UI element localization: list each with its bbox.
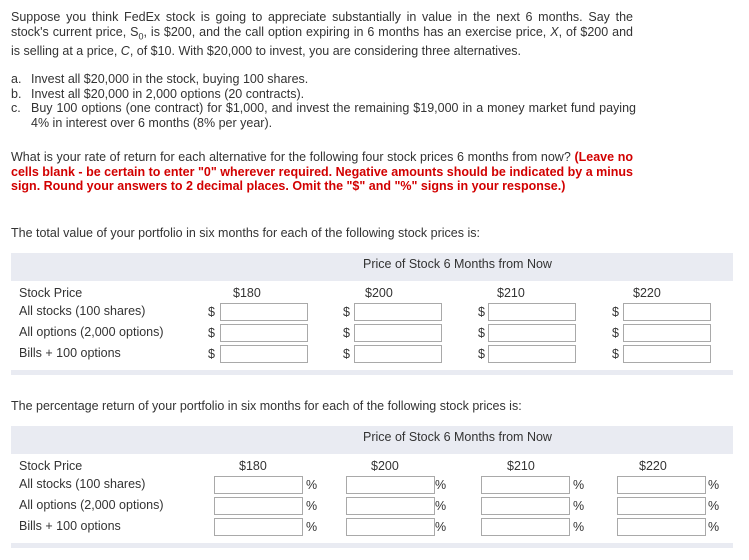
percent-sign: % — [306, 499, 318, 513]
percent-input-row-all-options-col4[interactable] — [617, 497, 706, 515]
table1-caption: The total value of your portfolio in six months for each of the following stock prices is: — [11, 226, 480, 240]
row-all-options-label: All options (2,000 options) — [19, 325, 164, 339]
question-text: What is your rate of return for each alternative for the following four stock prices 6 months from now? (Leave no cells blank - be certain to enter "0" wherever required. Negative amounts should be indicated by a minus sign. Round your answers to 2 decimal places. Omit the "$" and "%" signs in your response.) — [11, 150, 633, 193]
dollar-sign: $ — [478, 326, 485, 340]
dollar-sign: $ — [208, 326, 215, 340]
percent-input-row-all-stocks-col3[interactable] — [481, 476, 570, 494]
price-column-header: $210 — [507, 459, 535, 473]
dollar-sign: $ — [343, 326, 350, 340]
percent-sign: % — [573, 478, 585, 492]
row-header: Stock Price — [19, 286, 83, 300]
price-column-header: $180 — [239, 459, 267, 473]
percent-input-row-all-options-col2[interactable] — [346, 497, 435, 515]
value-input-row-all-options-col4[interactable] — [623, 324, 711, 342]
table-footer-band — [11, 370, 733, 375]
row-bills-options-label: Bills + 100 options — [19, 519, 121, 533]
price-column-header: $200 — [371, 459, 399, 473]
dollar-sign: $ — [478, 347, 485, 361]
percent-input-row-all-options-col3[interactable] — [481, 497, 570, 515]
percent-sign: % — [435, 478, 447, 492]
row-bills-options-label: Bills + 100 options — [19, 346, 121, 360]
row-all-stocks-label: All stocks (100 shares) — [19, 304, 146, 318]
dollar-sign: $ — [478, 305, 485, 319]
dollar-sign: $ — [612, 347, 619, 361]
percent-sign: % — [306, 478, 318, 492]
price-column-header: $210 — [497, 286, 525, 300]
percent-sign: % — [708, 478, 720, 492]
dollar-sign: $ — [612, 326, 619, 340]
price-column-header: $200 — [365, 286, 393, 300]
percent-input-row-bills-options-col3[interactable] — [481, 518, 570, 536]
value-input-row-bills-options-col1[interactable] — [220, 345, 308, 363]
column-group-header: Price of Stock 6 Months from Now — [363, 257, 552, 271]
percent-input-row-all-stocks-col1[interactable] — [214, 476, 303, 494]
percent-sign: % — [573, 520, 585, 534]
value-input-row-all-stocks-col3[interactable] — [488, 303, 576, 321]
list-item: c. Buy 100 options (one contract) for $1,000, and invest the remaining $19,000 in a money market fund paying 4% in interest over 6 months (8% per year). — [11, 101, 636, 130]
dollar-sign: $ — [612, 305, 619, 319]
dollar-sign: $ — [343, 347, 350, 361]
table2-caption: The percentage return of your portfolio in six months for each of the following stock prices is: — [11, 399, 522, 413]
percent-sign: % — [435, 499, 447, 513]
price-column-header: $220 — [639, 459, 667, 473]
total-value-table — [11, 253, 733, 377]
table-footer-band — [11, 543, 733, 548]
value-input-row-all-stocks-col1[interactable] — [220, 303, 308, 321]
percent-sign: % — [306, 520, 318, 534]
problem-intro: Suppose you think FedEx stock is going to appreciate substantially in value in the next 6 months. Say the stock's current price, $S_0$, is $200, and the call option expiring in 6 months has an exercise price, X, of $200 and is selling at a price, C, of $10. With $20,000 to invest, you are considering three alternatives. — [11, 10, 633, 58]
column-group-header: Price of Stock 6 Months from Now — [363, 430, 552, 444]
percent-sign: % — [573, 499, 585, 513]
row-header: Stock Price — [19, 459, 83, 473]
value-input-row-bills-options-col2[interactable] — [354, 345, 442, 363]
value-input-row-all-stocks-col2[interactable] — [354, 303, 442, 321]
percent-sign: % — [435, 520, 447, 534]
price-column-header: $180 — [233, 286, 261, 300]
price-column-header: $220 — [633, 286, 661, 300]
value-input-row-all-options-col3[interactable] — [488, 324, 576, 342]
percent-input-row-bills-options-col2[interactable] — [346, 518, 435, 536]
percent-sign: % — [708, 520, 720, 534]
list-item: a. Invest all $20,000 in the stock, buying 100 shares. — [11, 72, 309, 86]
percent-input-row-all-stocks-col2[interactable] — [346, 476, 435, 494]
dollar-sign: $ — [208, 347, 215, 361]
percent-input-row-bills-options-col1[interactable] — [214, 518, 303, 536]
percent-input-row-all-stocks-col4[interactable] — [617, 476, 706, 494]
percent-sign: % — [708, 499, 720, 513]
alternatives-list — [11, 72, 636, 130]
value-input-row-bills-options-col3[interactable] — [488, 345, 576, 363]
percent-input-row-all-options-col1[interactable] — [214, 497, 303, 515]
percent-return-table — [11, 426, 733, 550]
row-all-stocks-label: All stocks (100 shares) — [19, 477, 146, 491]
percent-input-row-bills-options-col4[interactable] — [617, 518, 706, 536]
dollar-sign: $ — [343, 305, 350, 319]
list-item: b. Invest all $20,000 in 2,000 options (20 contracts). — [11, 86, 305, 101]
value-input-row-all-options-col1[interactable] — [220, 324, 308, 342]
value-input-row-all-stocks-col4[interactable] — [623, 303, 711, 321]
row-all-options-label: All options (2,000 options) — [19, 498, 164, 512]
dollar-sign: $ — [208, 305, 215, 319]
value-input-row-all-options-col2[interactable] — [354, 324, 442, 342]
instructions-text: (Leave no cells blank - be certain to enter "0" wherever required. Negative amounts should be indicated by a minus sign. Round your answers to 2 decimal places. Omit the "$" and "%" signs in your response.) — [11, 150, 633, 193]
value-input-row-bills-options-col4[interactable] — [623, 345, 711, 363]
